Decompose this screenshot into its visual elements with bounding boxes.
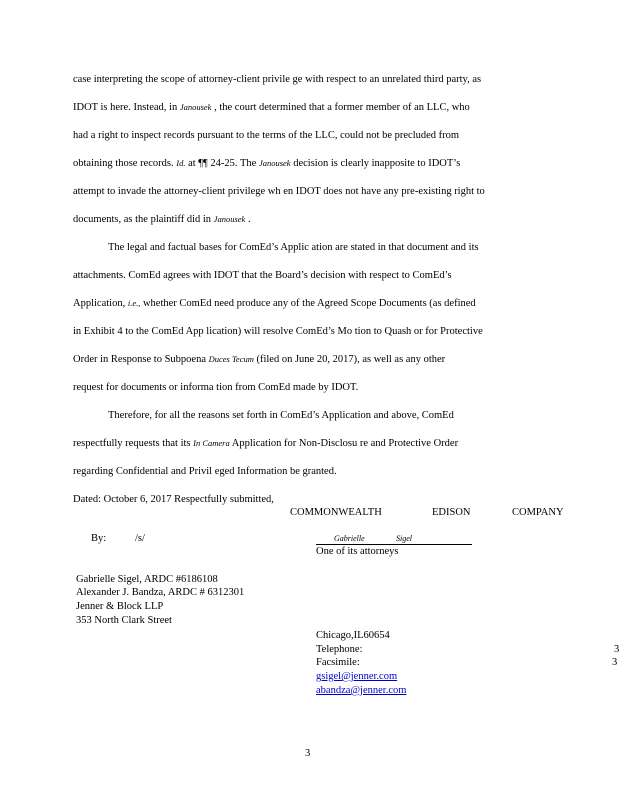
para2-line5 <box>73 354 445 365</box>
street-address: 353 North Clark Street <box>76 615 172 626</box>
text: Therefore, for all the reasons set forth in ComEd’s Application and above, ComEd <box>108 410 454 421</box>
telephone-label: Telephone: <box>316 644 363 655</box>
text: The legal and factual bases for ComEd’s Applic ation are stated in that document and its <box>108 242 479 253</box>
text: . <box>247 214 251 225</box>
in-camera: In Camera <box>193 438 230 448</box>
email-1[interactable]: gsigel@jenner.com <box>316 671 398 682</box>
email-link-2[interactable] <box>316 685 424 696</box>
facsimile-cut-digit: 3 <box>612 657 618 668</box>
signature-last: Sigel <box>396 534 412 543</box>
page-number: 3 <box>305 748 311 759</box>
signature-first: Gabrielle <box>334 534 365 543</box>
facsimile-label: Facsimile: <box>316 657 360 668</box>
email-link-1[interactable] <box>316 671 424 682</box>
text: IDOT is here. Instead, in <box>73 102 178 113</box>
ie-abbrev: i.e., <box>127 298 141 308</box>
email-2[interactable]: abandza@jenner.com <box>316 685 407 696</box>
text: case interpreting the scope of attorney-client privile ge with respect to an unrelated third party, as <box>73 74 482 85</box>
text: request for documents or informa tion from ComEd made by IDOT. <box>73 382 359 393</box>
para1-line1 <box>73 74 543 85</box>
one-of-attorneys: One of its attorneys <box>316 546 399 557</box>
para1-line3 <box>73 130 543 141</box>
text: in Exhibit 4 to the ComEd App lication) will resolve ComEd’s Mo tion to Quash or for Protective <box>73 326 483 337</box>
telephone-cut-digit: 3 <box>614 644 619 655</box>
para2-line1 <box>108 242 479 253</box>
attorney-1: Gabrielle Sigel, ARDC #6186108 <box>76 574 218 585</box>
by-label: By: <box>91 533 107 544</box>
case-name: Janousek <box>258 158 291 168</box>
citation-id: Id. <box>176 158 186 168</box>
para2-line3 <box>73 298 476 309</box>
para1-line6 <box>73 214 251 225</box>
para2-line4 <box>73 326 483 337</box>
para3-line2 <box>73 438 458 449</box>
text: (filed on June 20, 2017), as well as any other <box>256 354 446 365</box>
company-word-3: COMPANY <box>512 507 564 518</box>
company-word-1: COMMONWEALTH <box>290 507 382 518</box>
signature-line <box>316 533 472 545</box>
attorney-2: Alexander J. Bandza, ARDC # 6312301 <box>76 587 245 598</box>
text: regarding Confidential and Privil eged Information be granted. <box>73 466 337 477</box>
text: Application, <box>73 298 126 309</box>
para3-line1 <box>108 410 454 421</box>
text: , the court determined that a former member of an LLC, who <box>214 102 470 113</box>
para1-line2 <box>73 102 470 113</box>
text: whether ComEd need produce any of the Agreed Scope Documents (as defined <box>142 298 476 309</box>
text: respectfully requests that its <box>73 438 191 449</box>
company-word-2: EDISON <box>432 507 471 518</box>
text: Order in Response to Subpoena <box>73 354 206 365</box>
case-name: Janousek <box>179 102 212 112</box>
firm-name: Jenner & Block LLP <box>76 601 164 612</box>
para1-line5 <box>73 186 543 197</box>
text: had a right to inspect records pursuant to the terms of the LLC, could not be precluded from <box>73 130 460 141</box>
city-line: Chicago,IL60654 <box>316 630 390 641</box>
para1-line4 <box>73 158 460 169</box>
para2-line2 <box>73 270 452 281</box>
dated-line: Dated: October 6, 2017 Respectfully submitted, <box>73 494 274 505</box>
text: at ¶¶ 24-25. The <box>188 158 257 169</box>
text: documents, as the plaintiff did in <box>73 214 212 225</box>
duces-tecum: Duces Tecum <box>208 354 254 364</box>
case-name: Janousek <box>213 214 246 224</box>
text: Application for Non-Disclosu re and Protective Order <box>231 438 459 449</box>
text: decision is clearly inapposite to IDOT’s <box>293 158 461 169</box>
para3-line3 <box>73 466 337 477</box>
text: attachments. ComEd agrees with IDOT that the Board’s decision with respect to ComEd’s <box>73 270 452 281</box>
text: attempt to invade the attorney-client privilege wh en IDOT does not have any pre-existing right to <box>73 186 485 197</box>
slash-s: /s/ <box>135 533 145 544</box>
text: obtaining those records. <box>73 158 174 169</box>
para2-line6 <box>73 382 358 393</box>
